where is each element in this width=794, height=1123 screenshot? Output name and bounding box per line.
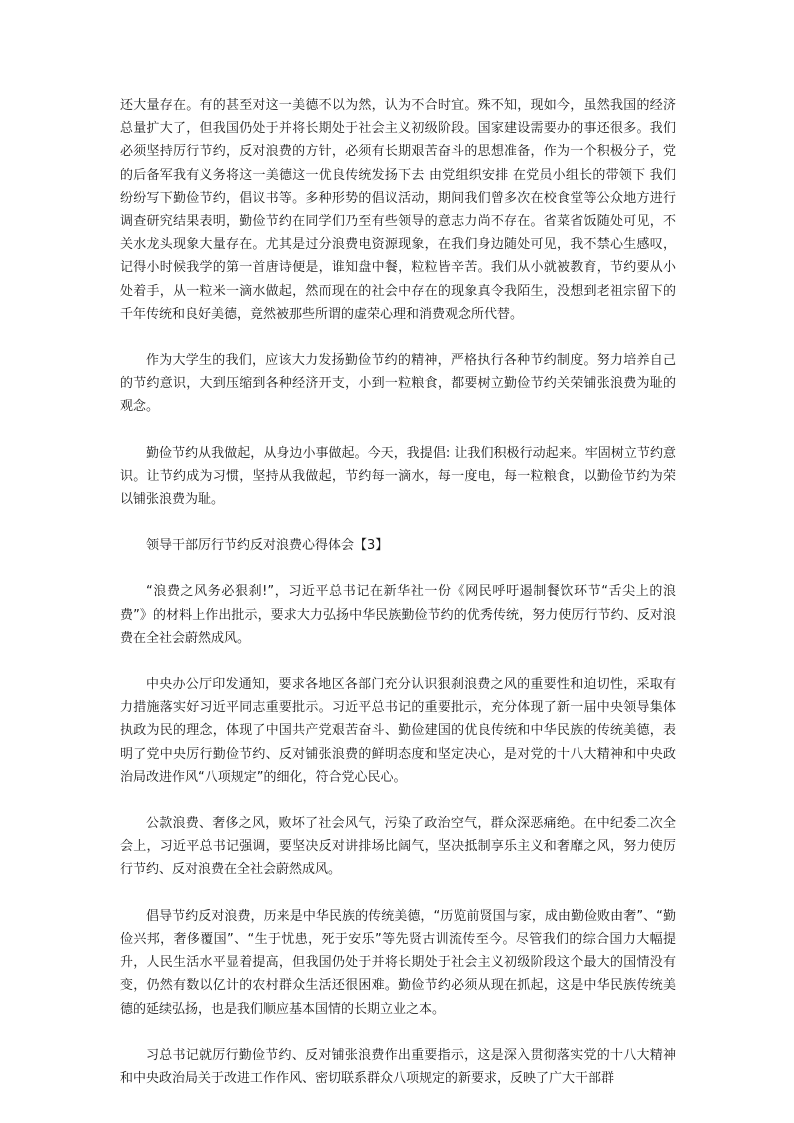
paragraph-1: 还大量存在。有的甚至对这一美德不以为然，认为不合时宜。殊不知，现如今，虽然我国的经济总量扩大了，但我国仍处于并将长期处于社会主义初级阶段。国家建设需要办的事还很多。我们必须坚持厉行节约，反对浪费的方针，必须有长期艰苦奋斗的思想准备，作为一个积极分子，党的后备军我有义务将这一美德这一优良传统发扬下去 由党组织安排 在党员小组长的带领下 我们纷纷写下勤俭节约，倡议书等。多种形势的倡议活动，期间我们曾多次在校食堂等公众地方进行调查研究结果表明，勤俭节约在同学们乃至有些领导的意志力尚不存在。省菜省饭随处可见，不关水龙头现象大量存在。尤其是过分浪费电资源现象，在我们身边随处可见，我不禁心生感叹，记得小时候我学的第一首唐诗便是，谁知盘中餐，粒粒皆辛苦。我们从小就被教育，节约要从小处着手，从一粒米一滴水做起，然而现在的社会中存在的现象真令我陌生，没想到老祖宗留下的千年传统和良好美德，竟然被那些所谓的虚荣心理和消费观念所代替。: [120, 98, 676, 322]
section-heading: 领导干部厉行节约反对浪费心得体会【3】: [146, 538, 389, 554]
paragraph-3: 勤俭节约从我做起，从身边小事做起。今天，我提倡: 让我们积极行动起来。牢固树立节约意识。让节约成为习惯，坚持从我做起，节约每一滴水，每一度电，每一粒粮食，以勤俭节约为荣以铺张浪费为耻。: [120, 445, 676, 508]
paragraph-gap: [120, 650, 676, 673]
paragraph-2: 作为大学生的我们，应该大力发扬勤俭节约的精神，严格执行各种节约制度。努力培养自己的节约意识，大到压缩到各种经济开支，小到一粒粮食，都要树立勤俭节约关荣铺张浪费为耻的观念。: [120, 353, 676, 415]
paragraph-5: 中央办公厅印发通知，要求各地区各部门充分认识狠刹浪费之风的重要性和迫切性，采取有力措施落实好习近平同志重要批示。习近平总书记的重要批示，充分体现了新一届中央领导集体执政为民的理念，体现了中国共产党艰苦奋斗、勤俭建国的优良传统和中华民族的传统美德，表明了党中央厉行勤俭节约、反对铺张浪费的鲜明态度和坚定决心，是对党的十八大精神和中央政治局改进作风“八项规定”的细化，符合党心民心。: [120, 677, 676, 785]
paragraph-4: “浪费之风务必狠刹!”，习近平总书记在新华社一份《网民呼吁遏制餐饮环节“舌尖上的浪费”》的材料上作出批示，要求大力弘扬中华民族勤俭节约的优秀传统，努力使厉行节约、反对浪费在全社会蔚然成风。: [120, 584, 676, 646]
paragraph-gap: [120, 326, 676, 349]
paragraph-8: 习总书记就厉行勤俭节约、反对铺张浪费作出重要指示，这是深入贯彻落实党的十八大精神和中央政治局关于改进工作作风、密切联系群众八项规定的新要求，反映了广大干部群: [120, 1047, 676, 1086]
paragraph-gap: [120, 789, 676, 812]
paragraph-7: 倡导节约反对浪费，历来是中华民族的传统美德，“历览前贤国与家，成由勤俭败由奢”、“勤俭兴邦，奢侈覆国”、“生于忧患，死于安乐”等先贤古训流传至今。尽管我们的综合国力大幅提升，人民生活水平显着提高，但我国仍处于并将长期处于社会主义初级阶段这个最大的国情没有变，仍然有数以亿计的农村群众生活还很困难。勤俭节约必须从现在抓起，这是中华民族传统美德的延续弘扬，也是我们顺应基本国情的长期立业之本。: [120, 908, 676, 1017]
paragraph-gap: [120, 511, 676, 534]
paragraph-gap: [120, 1021, 676, 1044]
document-page: [120, 94, 676, 1090]
paragraph-gap: [120, 882, 676, 905]
paragraph-6: 公款浪费、奢侈之风，败坏了社会风气，污染了政治空气，群众深恶痛绝。在中纪委二次全会上，习近平总书记强调，要坚决反对讲排场比阔气，坚决抵制享乐主义和奢靡之风，努力使厉行节约、反对浪费在全社会蔚然成风。: [120, 816, 676, 878]
paragraph-gap: [120, 557, 676, 580]
paragraph-gap: [120, 419, 676, 442]
